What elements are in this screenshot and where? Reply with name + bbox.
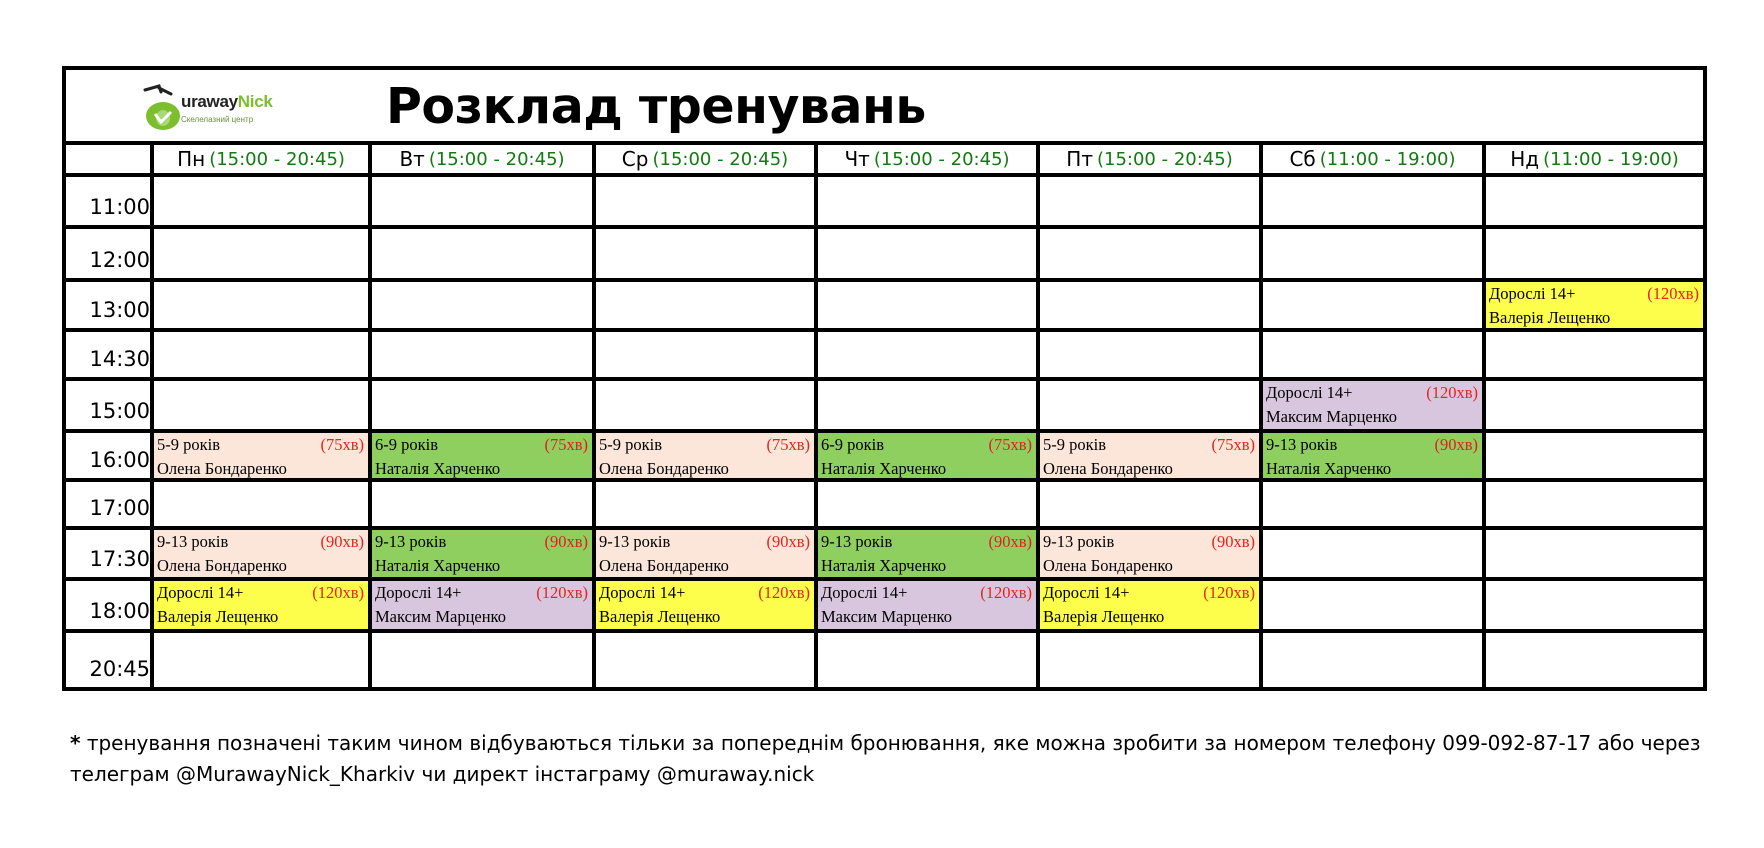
session-cell	[1263, 433, 1482, 478]
session-group: 5-9 років	[1043, 435, 1107, 454]
time-label: 15:00	[89, 399, 150, 423]
session-group: Дорослі 14+	[1489, 284, 1576, 303]
day-hours: (15:00 - 20:45)	[428, 148, 565, 170]
session-duration: (120хв)	[1426, 383, 1478, 402]
day-name: Чт	[844, 147, 870, 171]
session-coach: Максим Марценко	[821, 607, 952, 626]
row-divider	[66, 173, 1703, 177]
session-header	[1266, 381, 1478, 405]
session-cell	[596, 433, 814, 478]
day-name: Сб	[1289, 147, 1316, 171]
session-cell	[372, 581, 592, 629]
session-duration: (90хв)	[988, 532, 1032, 551]
session-cell	[1040, 433, 1259, 478]
session-cell	[818, 581, 1036, 629]
session-header	[1489, 282, 1699, 306]
session-header	[375, 433, 588, 457]
session-coach: Наталія Харченко	[375, 556, 501, 575]
day-hours: (11:00 - 19:00)	[1319, 148, 1456, 170]
session-duration: (75хв)	[320, 435, 364, 454]
time-label: 14:30	[89, 347, 150, 371]
session-group: 5-9 років	[599, 435, 663, 454]
day-hours: (15:00 - 20:45)	[209, 148, 345, 170]
session-coach: Наталія Харченко	[821, 459, 947, 478]
day-hours: (11:00 - 19:00)	[1543, 148, 1679, 170]
session-group: 9-13 років	[599, 532, 671, 551]
session-coach: Максим Марценко	[375, 607, 506, 626]
session-duration: (120хв)	[758, 583, 810, 602]
day-hours: (15:00 - 20:45)	[1096, 148, 1233, 170]
session-duration: (90хв)	[1211, 532, 1255, 551]
session-group: Дорослі 14+	[821, 583, 908, 602]
time-label: 11:00	[89, 195, 150, 219]
session-group: 5-9 років	[157, 435, 221, 454]
session-header	[157, 530, 364, 554]
session-group: 9-13 років	[1043, 532, 1115, 551]
day-header	[1263, 145, 1482, 173]
session-coach: Валерія Лещенко	[157, 607, 279, 626]
session-group: 9-13 років	[157, 532, 229, 551]
session-duration: (90хв)	[1434, 435, 1478, 454]
session-cell	[1040, 530, 1259, 577]
day-name: Пн	[177, 147, 206, 171]
day-header	[154, 145, 368, 173]
session-coach: Олена Бондаренко	[157, 556, 287, 575]
session-duration: (120хв)	[536, 583, 588, 602]
session-cell	[1486, 282, 1703, 328]
row-divider	[66, 328, 1703, 332]
logo-pear-icon	[139, 84, 183, 136]
logo-subtitle: Скелелазний центр	[181, 115, 254, 124]
session-group: Дорослі 14+	[1043, 583, 1130, 602]
session-header	[1043, 581, 1255, 605]
session-duration: (90хв)	[766, 532, 810, 551]
session-cell	[596, 581, 814, 629]
session-header	[375, 530, 588, 554]
session-duration: (120хв)	[312, 583, 364, 602]
session-coach: Валерія Лещенко	[1489, 308, 1611, 327]
day-name: Нд	[1510, 147, 1540, 171]
footnote-line2: телеграм @MurawayNick_Kharkiv чи директ інстаграму @muraway.nick	[70, 762, 815, 786]
row-divider	[66, 278, 1703, 282]
page-title: Розклад тренувань	[386, 78, 926, 135]
session-duration: (90хв)	[544, 532, 588, 551]
session-group: 9-13 років	[821, 532, 893, 551]
session-duration: (75хв)	[988, 435, 1032, 454]
session-coach: Олена Бондаренко	[157, 459, 287, 478]
time-label: 18:00	[89, 599, 150, 623]
time-label: 17:00	[89, 496, 150, 520]
day-header	[818, 145, 1036, 173]
session-duration: (90хв)	[320, 532, 364, 551]
session-duration: (120хв)	[980, 583, 1032, 602]
time-label: 16:00	[89, 448, 150, 472]
session-cell	[372, 433, 592, 478]
row-divider	[66, 629, 1703, 633]
day-name: Вт	[399, 147, 425, 171]
session-header	[157, 433, 364, 457]
day-header	[372, 145, 592, 173]
logo	[139, 84, 279, 136]
session-group: Дорослі 14+	[1266, 383, 1353, 402]
day-name: Ср	[621, 147, 649, 171]
session-header	[375, 581, 588, 605]
footnote-line1: тренування позначені таким чином відбуваються тільки за попереднім бронювання, яке можна зробити за номером телефону 099-092-87-17 або через	[80, 731, 1701, 755]
session-cell	[154, 581, 368, 629]
session-header	[821, 581, 1032, 605]
footnote	[70, 728, 1720, 790]
session-header	[1043, 530, 1255, 554]
session-coach: Наталія Харченко	[821, 556, 947, 575]
session-header	[599, 530, 810, 554]
session-group: 9-13 років	[375, 532, 447, 551]
day-name: Пт	[1066, 147, 1093, 171]
session-coach: Олена Бондаренко	[599, 556, 729, 575]
session-duration: (75хв)	[1211, 435, 1255, 454]
session-cell	[1040, 581, 1259, 629]
day-header	[1040, 145, 1259, 173]
session-cell	[154, 433, 368, 478]
session-group: 6-9 років	[375, 435, 439, 454]
session-cell	[818, 433, 1036, 478]
footnote-star: *	[70, 731, 81, 755]
session-header	[821, 433, 1032, 457]
column-divider	[1482, 141, 1486, 687]
session-group: Дорослі 14+	[375, 583, 462, 602]
session-cell	[1263, 381, 1482, 429]
session-duration: (75хв)	[544, 435, 588, 454]
session-cell	[596, 530, 814, 577]
session-coach: Максим Марценко	[1266, 407, 1397, 426]
schedule-table	[62, 66, 1707, 691]
session-coach: Наталія Харченко	[1266, 459, 1392, 478]
session-coach: Наталія Харченко	[375, 459, 501, 478]
session-duration: (120хв)	[1647, 284, 1699, 303]
time-label: 17:30	[89, 547, 150, 571]
session-group: 6-9 років	[821, 435, 885, 454]
session-header	[1266, 433, 1478, 457]
session-group: 9-13 років	[1266, 435, 1338, 454]
session-cell	[372, 530, 592, 577]
session-coach: Валерія Лещенко	[1043, 607, 1165, 626]
session-coach: Олена Бондаренко	[1043, 459, 1173, 478]
session-coach: Олена Бондаренко	[1043, 556, 1173, 575]
session-header	[1043, 433, 1255, 457]
time-label: 12:00	[89, 248, 150, 272]
day-header	[596, 145, 814, 173]
row-divider	[66, 225, 1703, 229]
session-header	[157, 581, 364, 605]
day-hours: (15:00 - 20:45)	[652, 148, 789, 170]
session-header	[599, 581, 810, 605]
session-group: Дорослі 14+	[157, 583, 244, 602]
session-coach: Олена Бондаренко	[599, 459, 729, 478]
session-header	[599, 433, 810, 457]
session-coach: Валерія Лещенко	[599, 607, 721, 626]
session-cell	[818, 530, 1036, 577]
time-label: 13:00	[89, 298, 150, 322]
logo-name: urawayNick	[181, 92, 273, 111]
time-label: 20:45	[89, 657, 150, 681]
session-duration: (120хв)	[1203, 583, 1255, 602]
session-duration: (75хв)	[766, 435, 810, 454]
day-hours: (15:00 - 20:45)	[873, 148, 1010, 170]
day-header	[1486, 145, 1703, 173]
session-group: Дорослі 14+	[599, 583, 686, 602]
session-header	[821, 530, 1032, 554]
session-cell	[154, 530, 368, 577]
